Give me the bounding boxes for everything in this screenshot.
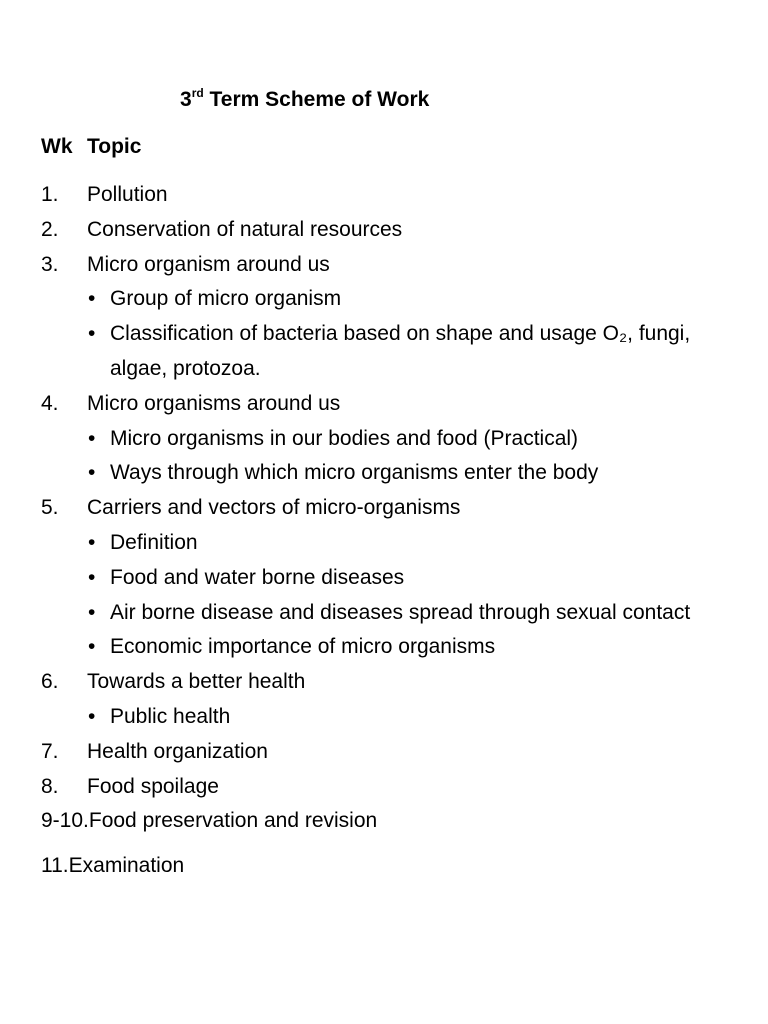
sub-item bbox=[41, 596, 710, 631]
sub-item-text: Classification of bacteria based on shape and usage O₂, fungi, algae, protozoa. bbox=[110, 322, 691, 380]
sub-item-text: Group of micro organism bbox=[110, 287, 342, 311]
topic-text: Health organization bbox=[87, 739, 268, 763]
topic-text: Food spoilage bbox=[87, 774, 219, 798]
list-item bbox=[41, 387, 741, 422]
sub-item bbox=[41, 700, 710, 735]
topic-text: Carriers and vectors of micro-organisms bbox=[87, 496, 461, 520]
list-item bbox=[41, 178, 741, 213]
sub-item bbox=[41, 561, 710, 596]
week-number: 4. bbox=[41, 391, 59, 415]
topic-text: Micro organisms around us bbox=[87, 391, 341, 415]
list-item bbox=[41, 849, 741, 884]
list-item bbox=[41, 770, 741, 805]
bullet-icon: • bbox=[88, 322, 96, 346]
topic-text: Conservation of natural resources bbox=[87, 217, 403, 241]
topic-text: Food preservation and revision bbox=[88, 809, 378, 833]
bullet-icon: • bbox=[88, 635, 96, 659]
bullet-icon: • bbox=[88, 704, 96, 728]
week-number: 2. bbox=[41, 217, 59, 241]
week-number: 5. bbox=[41, 496, 59, 520]
bullet-icon: • bbox=[88, 287, 96, 311]
sub-item-text: Food and water borne diseases bbox=[110, 565, 405, 589]
week-number: 1. bbox=[41, 183, 59, 206]
sub-item-text: Definition bbox=[110, 530, 198, 554]
topic-text: Micro organism around us bbox=[87, 252, 330, 276]
header-week: Wk bbox=[41, 135, 73, 158]
sub-item bbox=[41, 422, 710, 457]
header-topic: Topic bbox=[87, 135, 142, 158]
sub-item-text: Ways through which micro organisms enter the body bbox=[110, 461, 599, 485]
bullet-icon: • bbox=[88, 426, 96, 450]
title-ordinal-suffix: rd bbox=[191, 86, 204, 100]
sub-item bbox=[41, 456, 710, 491]
sub-item bbox=[41, 317, 710, 387]
topic-list bbox=[41, 178, 741, 884]
list-item bbox=[41, 248, 741, 283]
bullet-icon: • bbox=[88, 600, 96, 624]
week-number: 7. bbox=[41, 739, 59, 763]
week-number: 9-10. bbox=[41, 809, 89, 833]
sub-item-text: Air borne disease and diseases spread through sexual contact bbox=[110, 600, 691, 624]
spacer bbox=[41, 839, 741, 849]
week-number: 11. bbox=[41, 854, 69, 878]
topic-text: Examination bbox=[68, 854, 185, 878]
sub-item bbox=[41, 526, 710, 561]
bullet-icon: • bbox=[88, 530, 96, 554]
week-number: 8. bbox=[41, 774, 59, 798]
title-text: Term Scheme of Work bbox=[203, 88, 430, 111]
list-item bbox=[41, 665, 741, 700]
sub-item bbox=[41, 630, 710, 665]
table-header bbox=[41, 135, 141, 159]
page-title bbox=[180, 88, 429, 112]
bullet-icon: • bbox=[88, 461, 96, 485]
list-item bbox=[41, 735, 741, 770]
week-number: 3. bbox=[41, 252, 59, 276]
bullet-icon: • bbox=[88, 565, 96, 589]
sub-item bbox=[41, 282, 710, 317]
list-item bbox=[41, 213, 741, 248]
list-item bbox=[41, 804, 741, 839]
title-ordinal: 3 bbox=[180, 88, 192, 111]
topic-text: Pollution bbox=[87, 183, 168, 206]
list-item bbox=[41, 491, 741, 526]
week-number: 6. bbox=[41, 670, 59, 694]
sub-item-text: Economic importance of micro organisms bbox=[110, 635, 496, 659]
sub-item-text: Micro organisms in our bodies and food (Practical) bbox=[110, 426, 579, 450]
sub-item-text: Public health bbox=[110, 704, 231, 728]
topic-text: Towards a better health bbox=[87, 670, 306, 694]
